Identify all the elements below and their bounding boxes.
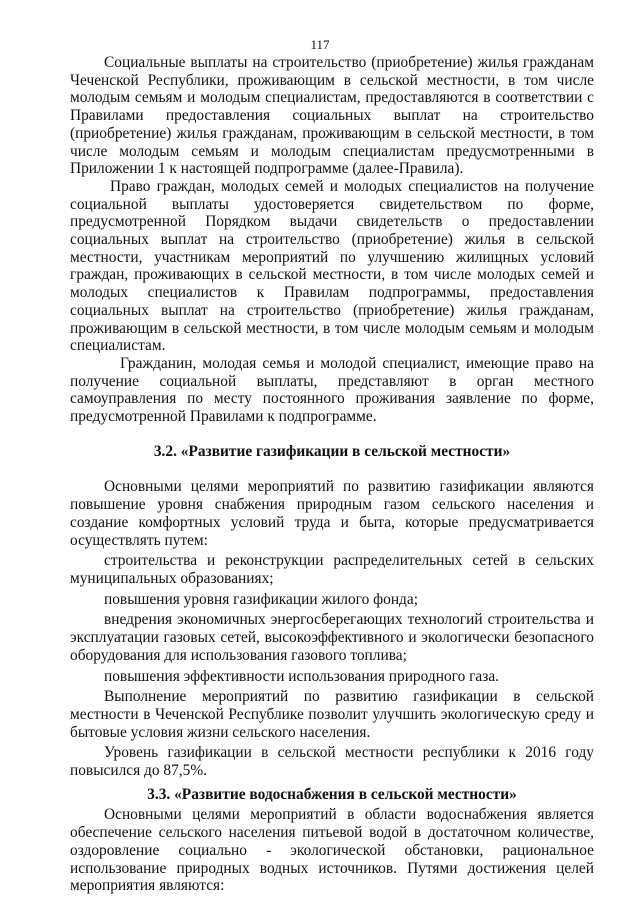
page-number: 117 bbox=[310, 37, 330, 52]
section-heading-water-supply: 3.3. «Развитие водоснабжения в сельской местности» bbox=[147, 785, 517, 803]
paragraph-certificate: Право граждан, молодых семей и молодых специалистов на получение социальной выплаты удостоверяется свидетельством по форме, предусмотренной Порядком выдачи свидетельств о предоставлении социальных выплат на строительство (приобретение) жилья в сельской местности, участникам мероприятий по улучшению жилищных условий граждан, проживающих в сельской местности, в том числе молодых семей и молодых специалистов к Правилам подпрограммы, предоставления социальных выплат на строительство (приобретение) жилья гражданам, проживающим в сельской местности, в том числе молодым семьям и молодым специалистам. bbox=[70, 177, 594, 355]
list-item-housing-gasification: повышения уровня газификации жилого фонда; bbox=[104, 590, 418, 608]
paragraph-gas-level: Уровень газификации в сельской местности республики к 2016 году повысился до 87,5%. bbox=[70, 744, 594, 780]
page-content bbox=[70, 54, 594, 895]
paragraph-application: Гражданин, молодая семья и молодой специалист, имеющие право на получение социальной выплаты, представляют в орган местного самоуправления по месту постоянного проживания заявление по форме, предусмотренной Правилами к подпрограмме. bbox=[70, 354, 594, 426]
paragraph-gas-goals: Основными целями мероприятий по развитию газификации являются повышение уровня снабжения природным газом сельского населения и создание комфортных условий труда и быта, которые предусматривается осуществлять путем: bbox=[70, 478, 594, 549]
paragraph-gas-outcome: Выполнение мероприятий по развитию газификации в сельской местности в Чеченской Республике позволит улучшить экологическую среду и бытовые условия жизни сельского населения. bbox=[70, 688, 594, 741]
paragraph-water-goals: Основными целями мероприятий в области водоснабжения является обеспечение сельского населения питьевой водой в достаточном количестве, оздоровление социально - экологической обстановки, рациональное использование природных водных источников. Путями достижения целей мероприятия являются: bbox=[70, 806, 594, 895]
paragraph-social-payments: Социальные выплаты на строительство (приобретение) жилья гражданам Чеченской Республики, проживающим в сельской местности, в том числе молодым семьям и молодым специалистам, предоставляются в соответствии с Правилами предоставления социальных выплат на строительство (приобретение) жилья гражданам, проживающим в сельской местности, в том числе молодым семьям и молодым специалистам предусмотренными в Приложении 1 к настоящей подпрограмме (далее-Правила). bbox=[70, 54, 594, 178]
section-heading-gasification: 3.2. «Развитие газификации в сельской местности» bbox=[153, 442, 511, 460]
list-item-efficiency: повышения эффективности использования природного газа. bbox=[104, 667, 500, 685]
list-item-networks: строительства и реконструкции распределительных сетей в сельских муниципальных образованиях; bbox=[70, 552, 594, 587]
list-item-technologies: внедрения экономичных энергосберегающих технологий строительства и эксплуатации газовых сетей, высокоэффективного и экологически безопасного оборудования для использования газового топлива; bbox=[70, 611, 594, 664]
